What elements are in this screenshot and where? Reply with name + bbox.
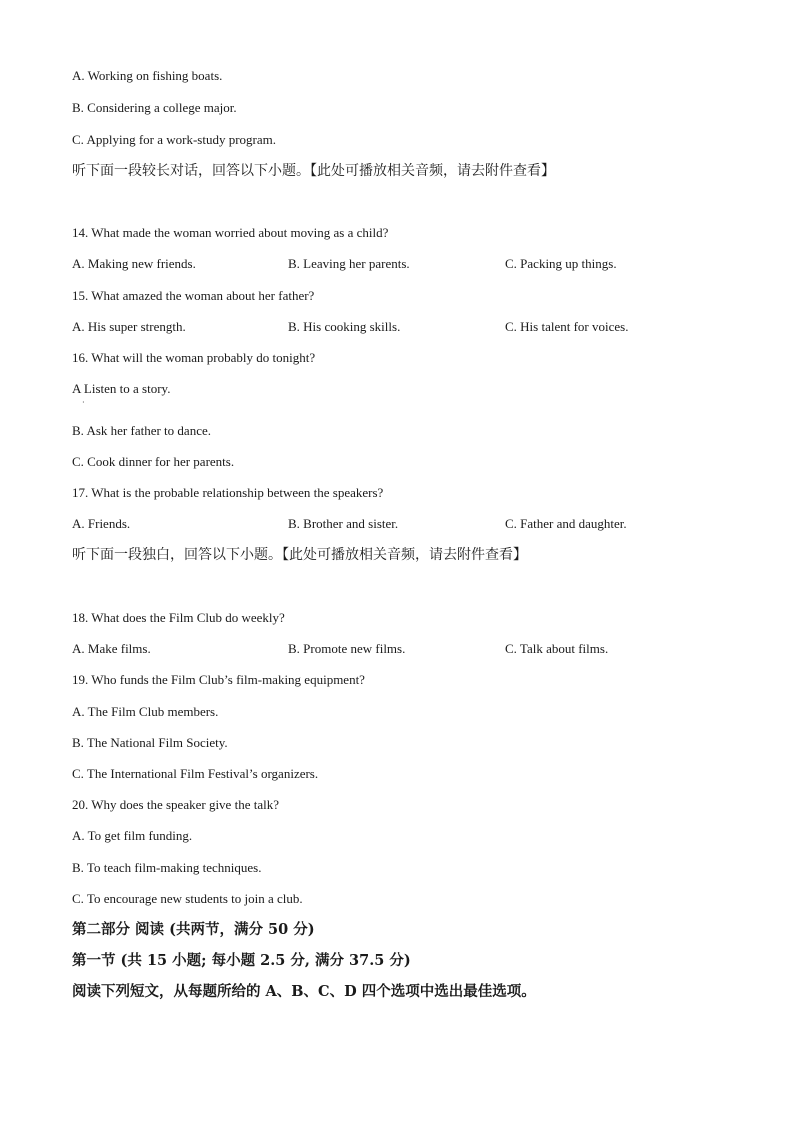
q14-stem: 14. What made the woman worried about moving as a child?	[72, 225, 389, 240]
q20-option-b: B. To teach film-making techniques.	[72, 860, 262, 875]
instruction-long-dialogue: 听下面一段较长对话，回答以下小题。【此处可播放相关音频，请去附件查看】	[72, 163, 555, 179]
q14-option-c: C. Packing up things.	[505, 256, 617, 271]
q15-option-b: B. His cooking skills.	[288, 319, 401, 334]
q15-option-a: A. His super strength.	[72, 319, 186, 334]
reading-directions: 阅读下列短文，从每题所给的 A、B、C、D 四个选项中选出最佳选项。	[72, 983, 536, 1000]
q19-option-a: A. The Film Club members.	[72, 704, 219, 719]
part2-heading: 第二部分 阅读 (共两节，满分 50 分)	[72, 921, 315, 938]
q17-option-b: B. Brother and sister.	[288, 516, 399, 531]
q16-option-c: C. Cook dinner for her parents.	[72, 454, 235, 469]
q20-option-a: A. To get film funding.	[72, 828, 193, 843]
q17-option-a: A. Friends.	[72, 516, 131, 531]
q14-option-b: B. Leaving her parents.	[288, 256, 410, 271]
q18-option-c: C. Talk about films.	[505, 641, 609, 656]
q13-option-a: A. Working on fishing boats.	[72, 68, 223, 83]
q13-option-c: C. Applying for a work-study program.	[72, 132, 277, 147]
q16-stem: 16. What will the woman probably do tonight?	[72, 350, 316, 365]
q16-option-b: B. Ask her father to dance.	[72, 423, 211, 438]
q15-option-c: C. His talent for voices.	[505, 319, 629, 334]
q18-option-b: B. Promote new films.	[288, 641, 406, 656]
q20-stem: 20. Why does the speaker give the talk?	[72, 797, 279, 812]
q19-option-b: B. The National Film Society.	[72, 735, 228, 750]
section1-heading: 第一节 (共 15 小题; 每小题 2.5 分, 满分 37.5 分)	[72, 952, 411, 969]
q18-option-a: A. Make films.	[72, 641, 151, 656]
q20-option-c: C. To encourage new students to join a club.	[72, 891, 303, 906]
q17-option-c: C. Father and daughter.	[505, 516, 627, 531]
instruction-monologue: 听下面一段独白，回答以下小题。【此处可播放相关音频，请去附件查看】	[72, 547, 527, 563]
q16-option-a: A Listen to a story.	[72, 381, 171, 396]
q19-stem: 19. Who funds the Film Club’s film-making equipment?	[72, 672, 365, 687]
q19-option-c: C. The International Film Festival’s organizers.	[72, 766, 319, 781]
q15-stem: 15. What amazed the woman about her father?	[72, 288, 315, 303]
q14-option-a: A. Making new friends.	[72, 256, 196, 271]
q13-option-b: B. Considering a college major.	[72, 100, 237, 115]
q17-stem: 17. What is the probable relationship between the speakers?	[72, 485, 384, 500]
stray-dot: ·	[82, 398, 85, 407]
q18-stem: 18. What does the Film Club do weekly?	[72, 610, 285, 625]
